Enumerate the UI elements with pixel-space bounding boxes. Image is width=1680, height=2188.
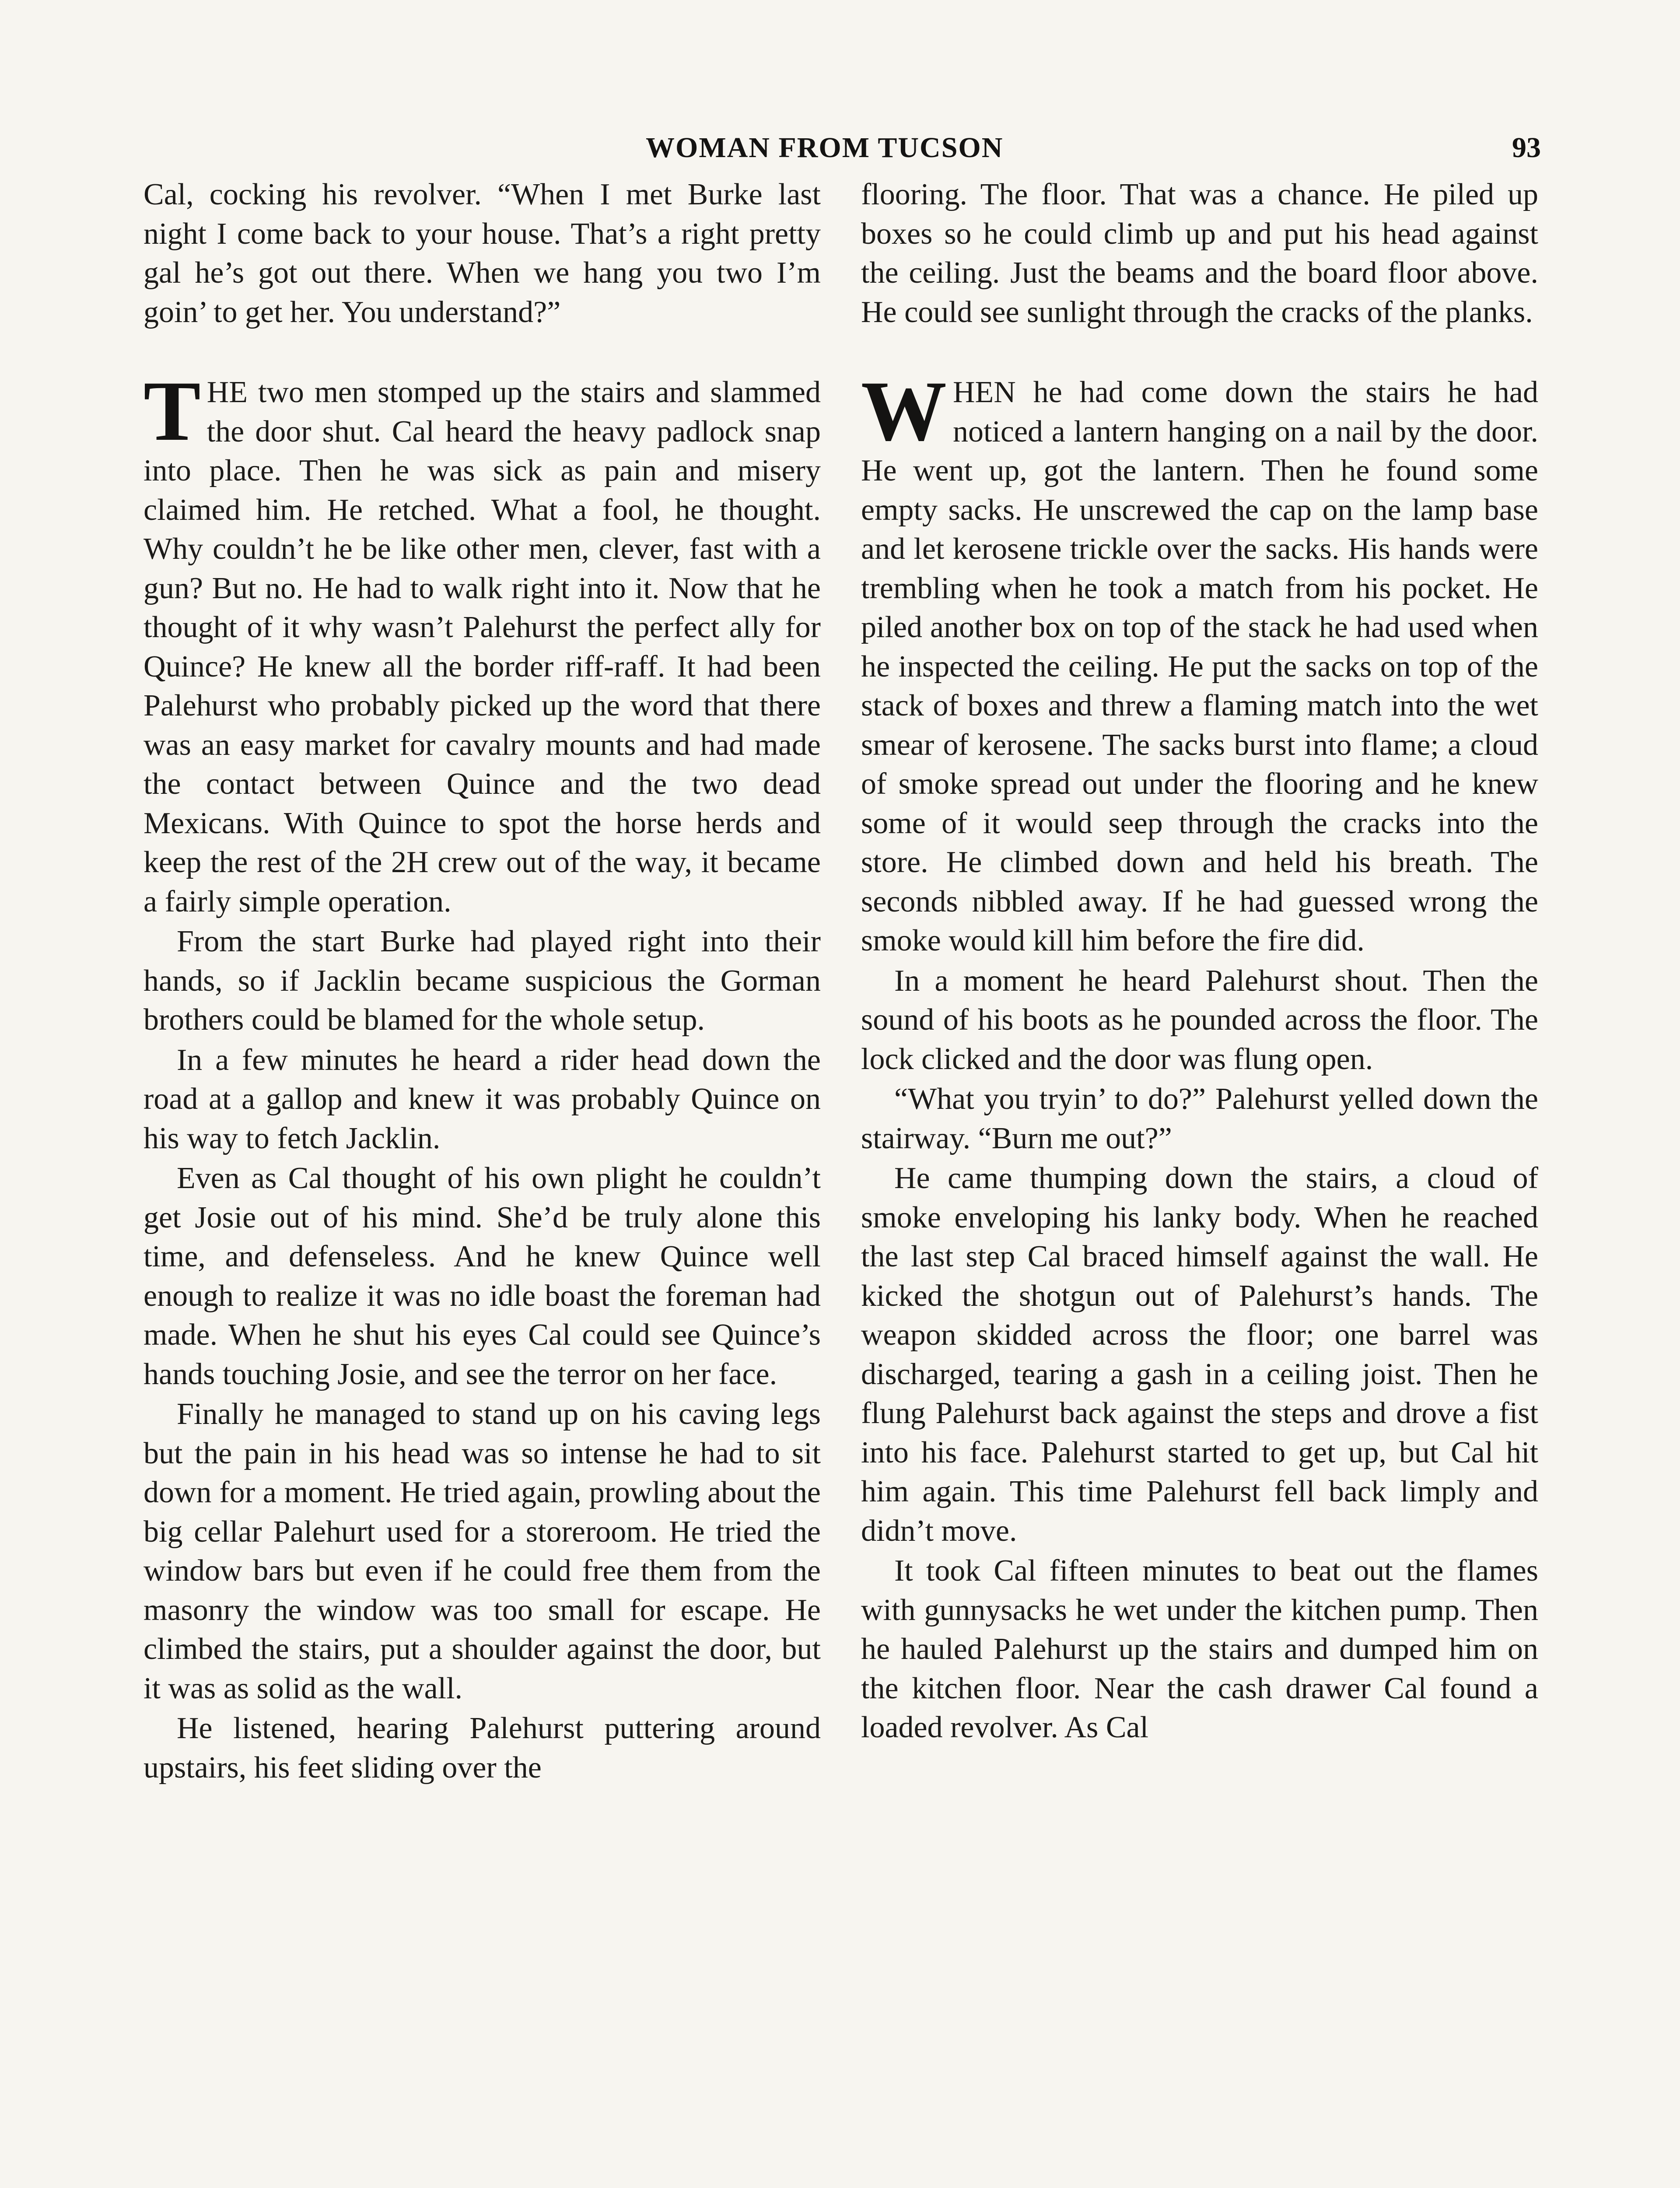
drop-cap: T [144,364,201,459]
page-header-title: WOMAN FROM TUCSON [646,132,1004,164]
paragraph-drop-cap [144,364,821,921]
paragraph: Finally he managed to stand up on his caving legs but the pain in his head was so intense he had to sit down for a moment. He tried again, prowling about the big cellar Palehurt used for a storeroom. He tried the window bars but even if he could free them from the masonry the window was too small for escape. He climbed the stairs, put a shoulder against the door, but it was as solid as the wall. [144,1397,821,1705]
paragraph: From the start Burke had played right into their hands, so if Jacklin became suspicious the Gorman brothers could be blamed for the whole setup. [144,925,821,1037]
paragraph: In a moment he heard Palehurst shout. Then the sound of his boots as he pounded across the floor. The lock clicked and the door was flung open. [861,964,1538,1076]
paragraph: He listened, hearing Palehurst puttering around upstairs, his feet sliding over the [144,1711,821,1785]
paragraph: “What you tryin’ to do?” Palehurst yelled down the stairway. “Burn me out?” [861,1082,1538,1155]
paragraph-text: HEN he had come down the stairs he had noticed a lantern hanging on a nail by the door. He went up, got the lantern. Then he found some empty sacks. He unscrewed the cap on the lamp base and let kerosene trickle over the sacks. His hands were trembling when he took a match from his pocket. He piled another box on top of the stack he had used when he inspected the ceiling. He put the sacks on top of the stack of boxes and threw a flaming match into the wet smear of kerosene. The sacks burst into flame; a cloud of smoke spread out under the flooring and he knew some of it would seep through the cracks into the store. He climbed down and held his breath. The seconds nibbled away. If he had guessed wrong the smoke would kill him before the fire did. [861,375,1538,957]
paragraph-text: HE two men stomped up the stairs and slammed the door shut. Cal heard the heavy padlock snap into place. Then he was sick as pain and misery claimed him. He retched. What a fool, he thought. Why couldn’t he be like other men, clever, fast with a gun? But no. He had to walk right into it. Now that he thought of it why wasn’t Palehurst the perfect ally for Quince? He knew all the border riff-raff. It had been Palehurst who probably picked up the word that there was an easy market for cavalry mounts and had made the contact between Quince and the two dead Mexicans. With Quince to spot the horse herds and keep the rest of the 2H crew out of the way, it became a fairly simple operation. [144,375,821,919]
paragraph: In a few minutes he heard a rider head down the road at a gallop and knew it was probably Quince on his way to fetch Jacklin. [144,1043,821,1155]
paragraph: Even as Cal thought of his own plight he couldn’t get Josie out of his mind. She’d be truly alone this time, and defenseless. And he knew Quince well enough to realize it was no idle boast the foreman had made. When he shut his eyes Cal could see Quince’s hands touching Josie, and see the terror on her face. [144,1161,821,1391]
paragraph: It took Cal fifteen minutes to beat out the flames with gunnysacks he wet under the kitchen pump. Then he hauled Palehurst up the stairs and dumped him on the kitchen floor. Near the cash drawer Cal found a loaded revolver. As Cal [861,1554,1538,1744]
paragraph-drop-cap [861,364,1538,961]
paragraph: flooring. The floor. That was a chance. He piled up boxes so he could climb up and put his head against the ceiling. Just the beams and the board floor above. He could see sunlight through the cracks of the planks. [861,178,1538,329]
paragraph: Cal, cocking his revolver. “When I met Burke last night I come back to your house. That’s a right pretty gal he’s got out there. When we hang you two I’m goin’ to get her. You understand?” [144,178,821,329]
drop-cap: W [861,364,947,459]
paragraph: He came thumping down the stairs, a cloud of smoke enveloping his lanky body. When he reached the last step Cal braced himself against the wall. He kicked the shotgun out of Palehurst’s hands. The weapon skidded across the floor; one barrel was discharged, tearing a gash in a ceiling joist. Then he flung Palehurst back against the steps and drove a fist into his face. Palehurst started to get up, but Cal hit him again. This time Palehurst fell back limply and didn’t move. [861,1161,1538,1548]
left-column [144,175,821,1787]
page-number: 93 [1512,132,1541,164]
right-column [861,175,1538,1747]
